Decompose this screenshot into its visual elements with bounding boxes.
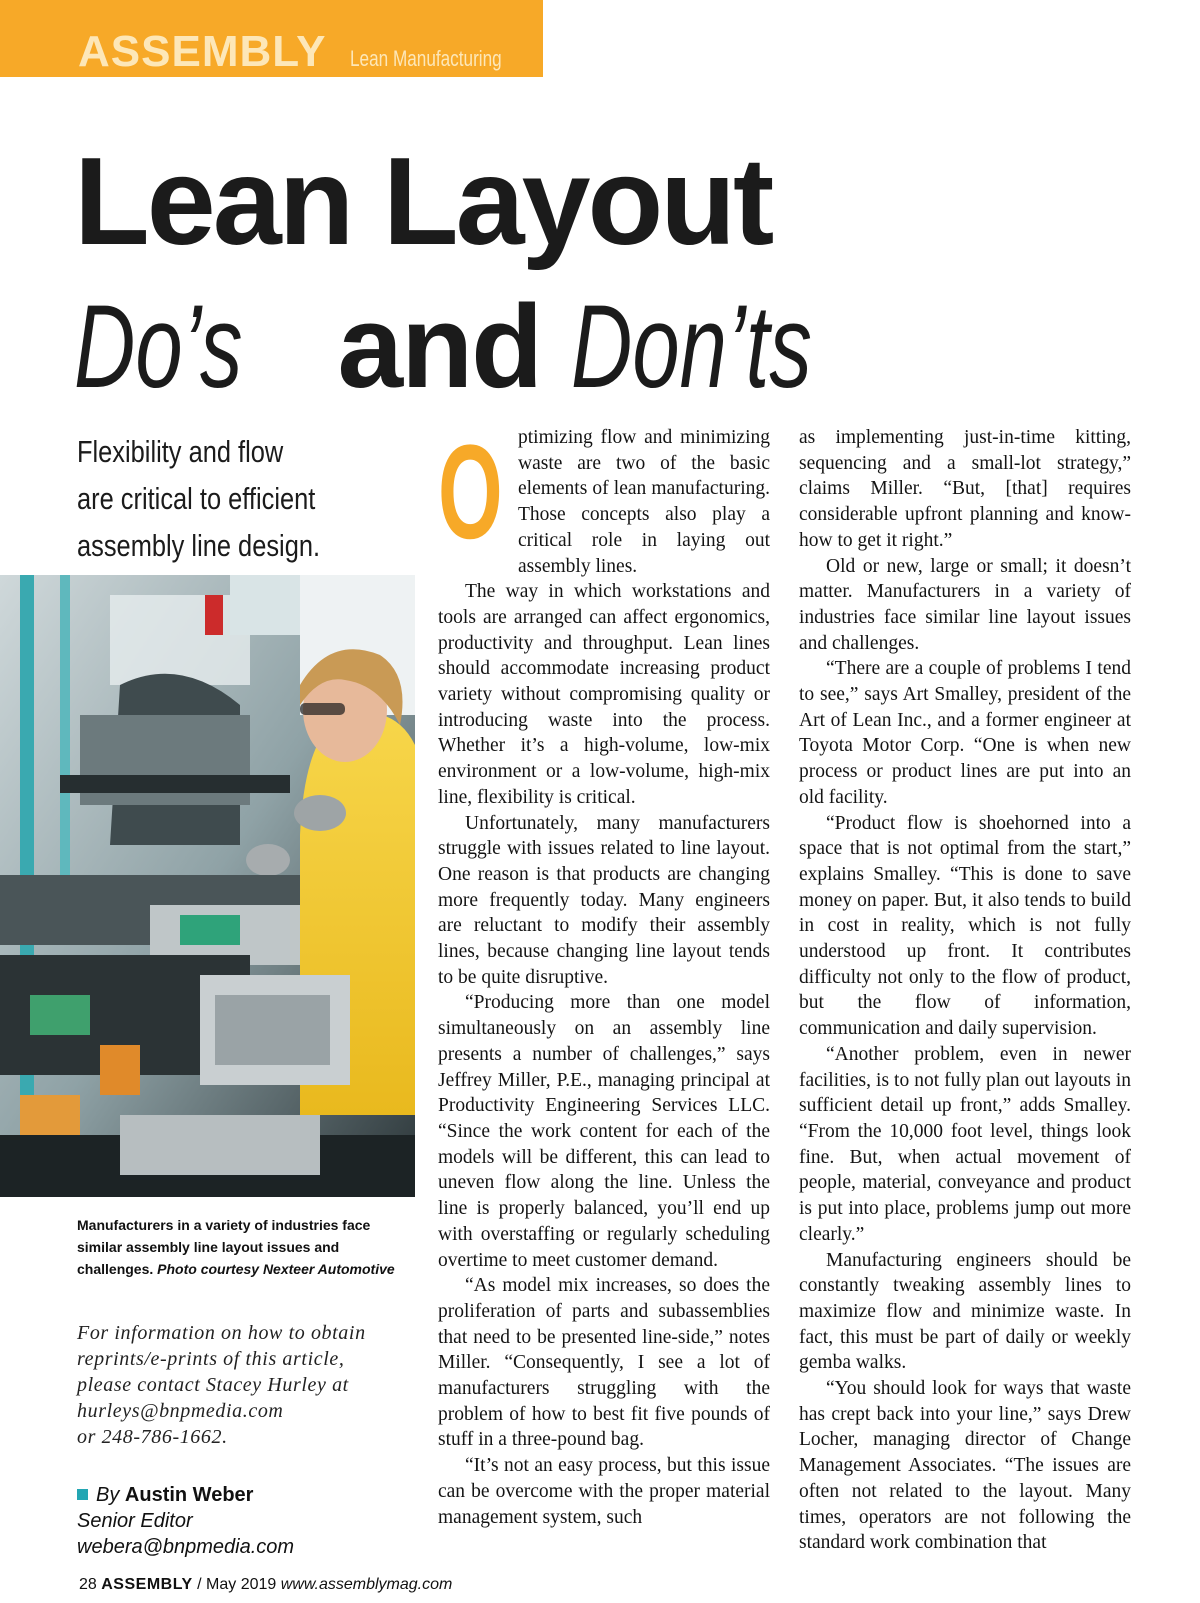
author-email: webera@bnpmedia.com [77, 1536, 295, 1558]
reprint-info [77, 1320, 407, 1450]
footer-url: www.assemblymag.com [280, 1576, 453, 1593]
page-number: 28 [79, 1576, 97, 1593]
reprint-phone: or 248-786-1662. [77, 1426, 228, 1448]
reprint-line: For information on how to obtain [77, 1322, 366, 1344]
byline-by: By [96, 1484, 120, 1506]
headline-and: and [337, 281, 542, 413]
headline-dos: Do’s [74, 281, 243, 413]
body-paragraph: Unfortunately, many manufacturers struggle with issues related to line layout. One reason is that products are changing more frequently today. Many engineers are reluctant to modify their assembly lines, because changing line layout tends to be quite disruptive. [438, 812, 770, 988]
footer-magazine: ASSEMBLY [101, 1576, 193, 1593]
headline-donts: Don’ts [570, 281, 812, 413]
section-name: ASSEMBLY [78, 27, 327, 76]
body-paragraph: “There are a couple of problems I tend to see,” says Art Smalley, president of the Art of Lean Inc., and a former engineer at Toyota Motor Corp. “One is when new process or product lines are put into an old facility. [799, 658, 1131, 808]
body-paragraph: Optimizing flow and minimizing waste are two of the basic elements of lean manufacturing. Those concepts also play a critical role in laying out assembly lines. [438, 418, 770, 577]
reprint-line: please contact Stacey Hurley at [77, 1374, 349, 1396]
reprint-line: reprints/e-prints of this article, [77, 1348, 345, 1370]
deck-line: assembly line design. [77, 528, 321, 563]
byline [77, 1482, 407, 1560]
subsection-name: Lean Manufacturing [350, 46, 502, 71]
assembly-line-photo [0, 575, 415, 1197]
body-column-1 [438, 418, 770, 1530]
body-paragraph: “Another problem, even in newer facilities, is to not fully plan out layouts in sufficient detail up front,” adds Smalley. “From the 10,000 foot level, things look fine. But, when actual movement of people, material, conveyance and product is put into place, problems jump out more clearly.” [799, 1043, 1131, 1245]
headline-line1: Lean Layout [74, 133, 772, 271]
body-paragraph: as implementing just-in-time kitting, sequencing and a small-lot strategy,” claims Miller. “But, [that] requires considerable upfront planning and know-how to get it right.” [799, 427, 1131, 551]
caption-text: Manufacturers in a variety of industries face similar assembly line layout issues and challenges. [77, 1217, 371, 1277]
footer-issue: / May 2019 [197, 1576, 277, 1593]
reprint-email: hurleys@bnpmedia.com [77, 1400, 284, 1422]
body-paragraph: “You should look for ways that waste has crept back into your line,” says Drew Locher, managing director of Change Management Associates. “The issues are often not related to the layout. Many times, operators are not following the standard work combination that [799, 1378, 1131, 1554]
page-footer [79, 1576, 452, 1594]
body-paragraph: Manufacturing engineers should be constantly tweaking assembly lines to maximize flow and minimize waste. In fact, this must be part of daily or weekly gemba walks. [799, 1249, 1131, 1374]
author-title: Senior Editor [77, 1510, 193, 1532]
byline-square-icon [77, 1489, 88, 1500]
body-paragraph: The way in which workstations and tools are arranged can affect ergonomics, productivity and throughput. Lean lines should accommodate increasing product variety without compromising quality or introducing waste into the process. Whether it’s a high-volume, low-mix environment or a low-volume, high-mix line, flexibility is critical. [438, 581, 770, 808]
drop-cap: O [438, 418, 503, 567]
author-name: Austin Weber [124, 1484, 254, 1506]
deck [77, 428, 339, 569]
photo-caption [77, 1214, 417, 1280]
body-paragraph: “As model mix increases, so does the proliferation of parts and subassemblies that need to be presented line-side,” notes Miller. “Consequently, I see a lot of manufacturers struggling with the problem of how to best fit five pounds of stuff in a three-pound bag. [438, 1275, 770, 1451]
body-paragraph: “Product flow is shoehorned into a space that is not optimal from the start,” explains Smalley. “This is done to save money on paper. But, it also tends to build in cost in reality, which is not fully understood up front. It contributes difficulty not only to the flow of product, but the flow of information, communication and daily supervision. [799, 812, 1131, 1040]
deck-line: Flexibility and flow [77, 434, 284, 469]
body-paragraph: “It’s not an easy process, but this issue can be overcome with the proper material management system, such [438, 1455, 770, 1528]
deck-line: are critical to efficient [77, 481, 316, 516]
article-photo [0, 575, 415, 1197]
body-paragraph: “Producing more than one model simultaneously on an assembly line presents a number of challenges,” says Jeffrey Miller, P.E., managing principal at Productivity Engineering Services LLC. “Since the work content for each of the models will be different, this can lead to uneven flow along the line. Unless the line is properly balanced, you’ll end up with overstaffing or regularly scheduling overtime to meet customer demand. [438, 992, 770, 1271]
section-tab [0, 0, 543, 77]
headline-line2 [74, 281, 905, 413]
photo-credit: Photo courtesy Nexteer Automotive [157, 1261, 395, 1277]
body-paragraph: Old or new, large or small; it doesn’t matter. Manufacturers in a variety of industries face similar line layout issues and challenges. [799, 555, 1131, 654]
body-column-2 [799, 425, 1131, 1556]
